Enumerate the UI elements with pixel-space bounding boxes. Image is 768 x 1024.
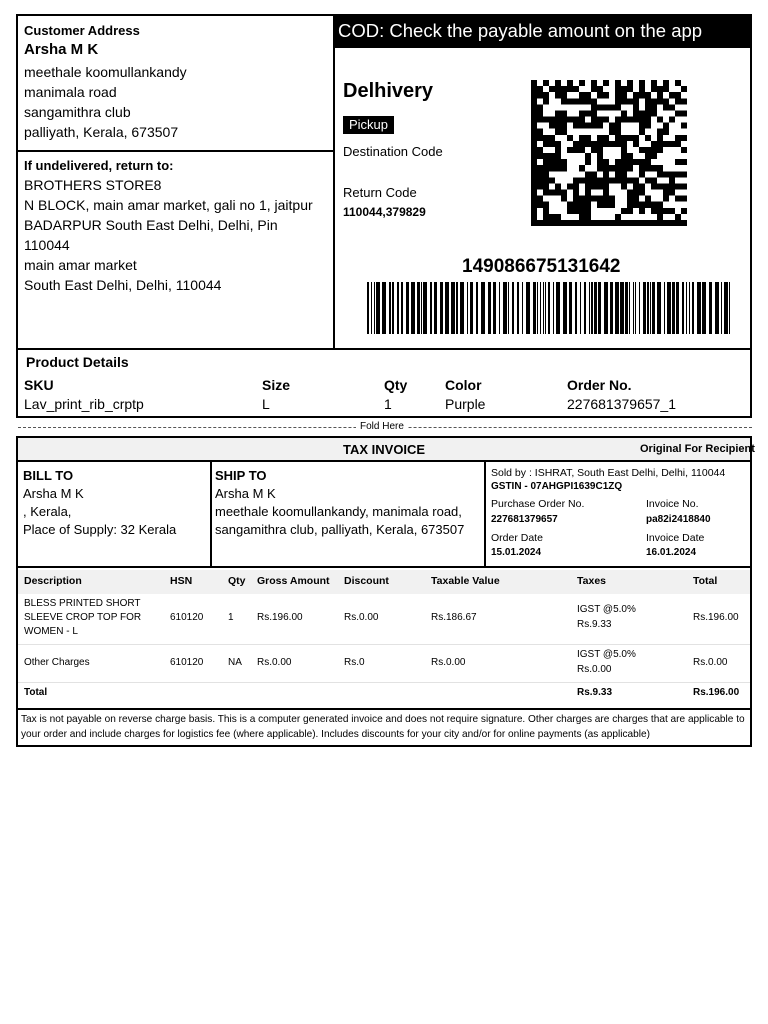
col-taxes: Taxes — [577, 575, 606, 587]
col-discount: Discount — [344, 575, 389, 587]
gstin: GSTIN - 07AHGPI1639C1ZQ — [491, 481, 623, 492]
order-date-value: 15.01.2024 — [491, 547, 542, 558]
col-gross: Gross Amount — [257, 575, 330, 587]
product-sku: Lav_print_rib_crptp — [24, 396, 144, 412]
invoice-no-value: pa82i2418840 — [646, 514, 711, 525]
product-qty: 1 — [384, 396, 392, 412]
customer-name: Arsha M K — [24, 41, 99, 58]
ship-to-line: meethale koomullankandy, manimala road, — [215, 504, 462, 519]
customer-address-line: palliyath, Kerala, 673507 — [24, 124, 179, 140]
customer-address-line: meethale koomullankandy — [24, 64, 187, 80]
col-description: Description — [24, 575, 82, 587]
po-value: 227681379657 — [491, 514, 558, 525]
product-header-qty: Qty — [384, 377, 408, 393]
sold-by: Sold by : ISHRAT, South East Delhi, Delhi, 110044 — [491, 467, 726, 479]
invoice-original-label: Original For Recipient — [640, 443, 755, 455]
row-divider — [18, 644, 750, 645]
order-date-label: Order Date — [491, 532, 543, 544]
total-taxes: Rs.9.33 — [577, 687, 613, 698]
customer-address-line: manimala road — [24, 84, 117, 100]
row-qty: NA — [228, 657, 242, 668]
bill-to-label: BILL TO — [23, 468, 74, 483]
bill-to-line: Place of Supply: 32 Kerala — [23, 522, 177, 537]
return-address-label: If undelivered, return to: — [24, 158, 174, 173]
product-header-sku: SKU — [24, 377, 54, 393]
barcode-icon — [367, 282, 730, 334]
row-description-line: WOMEN - L — [24, 626, 78, 637]
total-label: Total — [24, 687, 48, 698]
fold-here-label: Fold Here — [356, 421, 408, 432]
row-total: Rs.196.00 — [693, 612, 739, 623]
col-total: Total — [693, 575, 718, 587]
product-details-title: Product Details — [26, 354, 129, 370]
return-address-line: 110044 — [24, 237, 70, 253]
return-code-label: Return Code — [343, 185, 417, 200]
invoice-no-label: Invoice No. — [646, 498, 699, 510]
row-tax-amount: Rs.0.00 — [577, 664, 612, 675]
row-tax-rate: IGST @5.0% — [577, 604, 636, 615]
return-address-line: main amar market — [24, 257, 137, 273]
invoice-footer-note: Tax is not payable on reverse charge basis. This is a computer generated invoice and does not require signature. Other charges are charges that are applicable to your order and include charges for logistics fee (where applicable). Includes discounts for your city and/or for online payments (as applicable) — [21, 714, 745, 740]
row-gross: Rs.196.00 — [257, 612, 303, 623]
customer-address-label: Customer Address — [24, 23, 140, 38]
row-description-line: Other Charges — [24, 657, 90, 668]
row-tax-rate: IGST @5.0% — [577, 649, 636, 660]
ship-to-line: sangamithra club, palliyath, Kerala, 673507 — [215, 522, 465, 537]
pickup-badge: Pickup — [343, 116, 394, 134]
row-gross: Rs.0.00 — [257, 657, 292, 668]
total-amount: Rs.196.00 — [693, 687, 740, 698]
row-total: Rs.0.00 — [693, 657, 728, 668]
destination-code-label: Destination Code — [343, 144, 443, 159]
bill-to-line: Arsha M K — [23, 486, 84, 501]
po-label: Purchase Order No. — [491, 498, 585, 510]
row-discount: Rs.0 — [344, 657, 365, 668]
product-header-order-no: Order No. — [567, 377, 632, 393]
col-hsn: HSN — [170, 575, 193, 587]
row-taxable: Rs.186.67 — [431, 612, 477, 623]
product-size: L — [262, 396, 270, 412]
invoice-date-label: Invoice Date — [646, 532, 705, 544]
product-header-color: Color — [445, 377, 482, 393]
col-qty: Qty — [228, 575, 246, 587]
product-header-size: Size — [262, 377, 291, 393]
row-hsn: 610120 — [170, 612, 204, 623]
product-color: Purple — [445, 396, 486, 412]
return-address-line: BROTHERS STORE8 — [24, 177, 162, 193]
return-code-value: 110044,379829 — [343, 205, 426, 219]
return-address-line: BADARPUR South East Delhi, Delhi, Pin — [24, 217, 278, 233]
customer-address-line: sangamithra club — [24, 104, 131, 120]
cod-banner: COD: Check the payable amount on the app — [334, 14, 752, 48]
col-taxable: Taxable Value — [431, 575, 500, 587]
return-address-line: N BLOCK, main amar market, gali no 1, jaitpur — [24, 197, 313, 213]
courier-name: Delhivery — [343, 80, 434, 102]
return-address-line: South East Delhi, Delhi, 110044 — [24, 277, 222, 293]
bill-to-line: , Kerala, — [23, 504, 72, 519]
row-description-line: BLESS PRINTED SHORT — [24, 598, 141, 609]
row-qty: 1 — [228, 612, 234, 623]
row-tax-amount: Rs.9.33 — [577, 619, 612, 630]
invoice-date-value: 16.01.2024 — [646, 547, 697, 558]
row-divider — [18, 682, 750, 683]
row-hsn: 610120 — [170, 657, 204, 668]
qr-code-icon — [531, 80, 687, 226]
awb-number: 149086675131642 — [462, 256, 621, 277]
row-discount: Rs.0.00 — [344, 612, 379, 623]
row-description-line: SLEEVE CROP TOP FOR — [24, 612, 142, 623]
row-taxable: Rs.0.00 — [431, 657, 466, 668]
ship-to-label: SHIP TO — [215, 468, 267, 483]
product-order-no: 227681379657_1 — [567, 396, 677, 412]
ship-to-line: Arsha M K — [215, 486, 276, 501]
invoice-title: TAX INVOICE — [343, 442, 426, 457]
